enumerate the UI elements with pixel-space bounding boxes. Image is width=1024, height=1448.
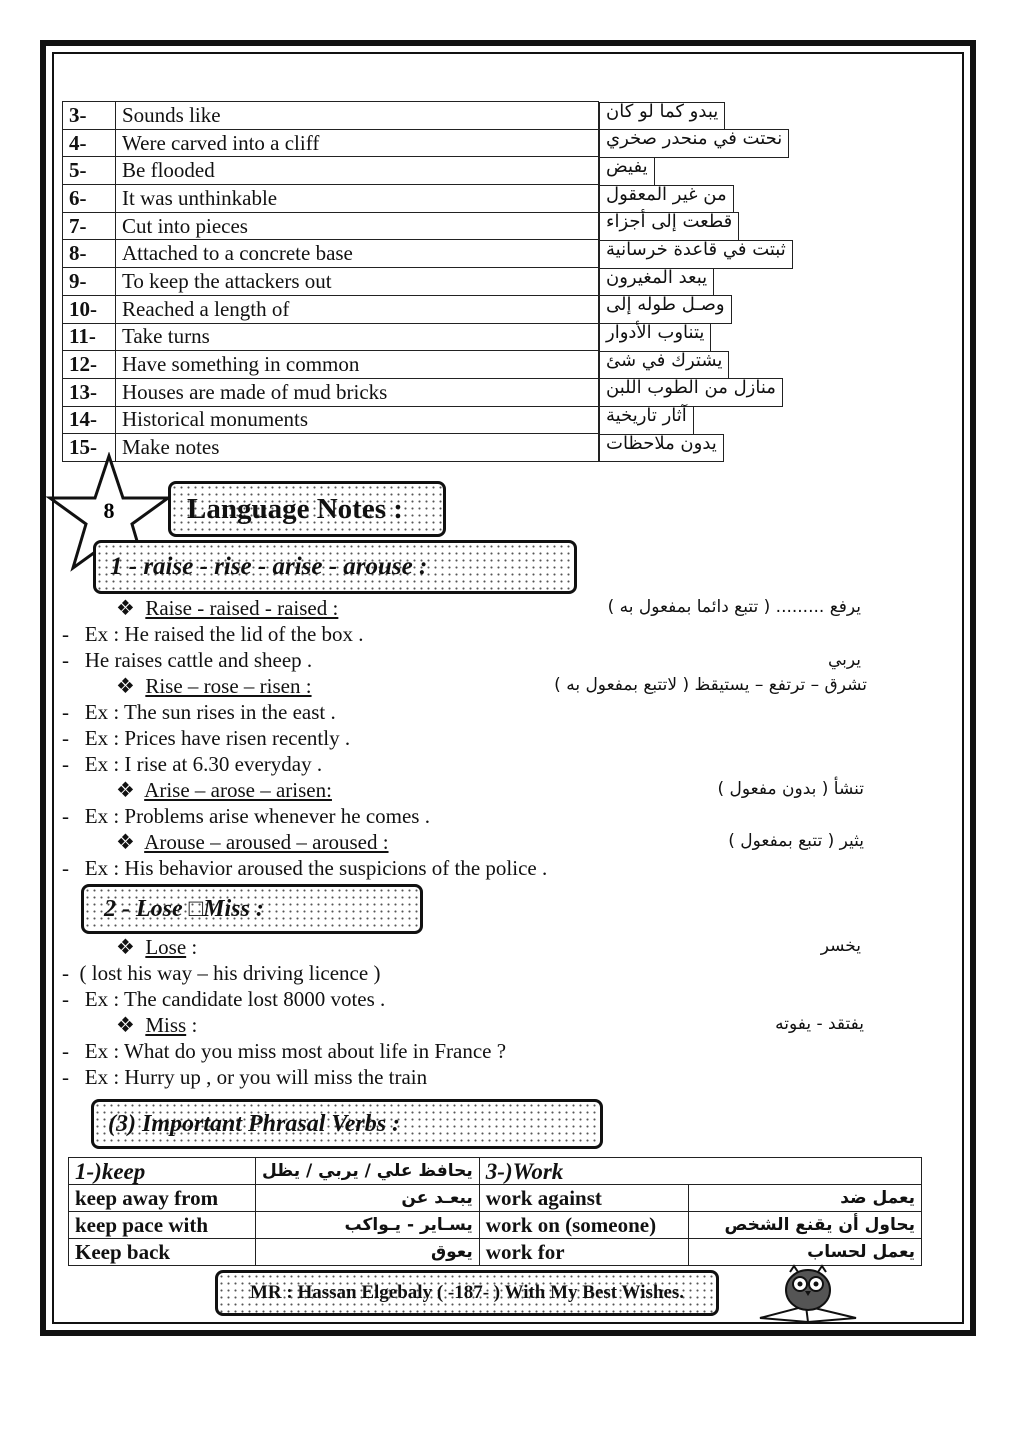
keep-phrase: keep pace with <box>69 1212 256 1239</box>
language-notes-heading: Language Notes : <box>168 481 446 537</box>
work-phrase-arabic: يعمل لحساب <box>689 1239 922 1266</box>
table-row <box>69 1185 922 1212</box>
star-number: 8 <box>103 498 115 523</box>
table-row <box>63 240 922 268</box>
table-row <box>63 378 922 406</box>
vocab-english: Houses are made of mud bricks <box>116 378 599 406</box>
vocab-number: 6- <box>63 185 116 213</box>
table-row <box>63 185 922 213</box>
arouse-heading: ❖ Arouse – aroused – aroused : <box>116 830 389 854</box>
keep-header-arabic: يحافظ علي / يربي / يظل <box>256 1158 480 1185</box>
raise-arabic-2: يربي <box>827 650 861 670</box>
vocab-arabic: ثبتت في قاعدة خرسانية <box>599 240 793 269</box>
vocab-english: Have something in common <box>116 351 599 379</box>
vocab-arabic: نحتت في منحدر صخري <box>599 129 789 158</box>
vocab-english: Take turns <box>116 323 599 351</box>
lose-heading: ❖ Lose : <box>116 935 198 959</box>
rise-example-1: - Ex : The sun rises in the east . <box>62 700 336 724</box>
raise-heading: ❖ Raise - raised - raised : <box>116 596 339 620</box>
arouse-arabic: يثير ( تتبع بمفعول ) <box>728 831 864 851</box>
work-phrase-arabic: يحاول أن يقنع الشخص <box>689 1212 922 1239</box>
vocab-number: 4- <box>63 129 116 157</box>
table-row <box>63 157 922 185</box>
keep-phrase-arabic: يبعـد عن <box>256 1185 480 1212</box>
vocab-number: 13- <box>63 378 116 406</box>
keep-phrase: Keep back <box>69 1239 256 1266</box>
rise-example-2: - Ex : Prices have risen recently . <box>62 726 351 750</box>
raise-example-1: - Ex : He raised the lid of the box . <box>62 622 364 646</box>
table-row <box>63 406 922 434</box>
vocab-english: To keep the attackers out <box>116 268 599 296</box>
section-2-heading: 2 - Lose □Miss : <box>81 884 423 934</box>
vocab-number: 3- <box>63 102 116 130</box>
section-3-heading: (3) Important Phrasal Verbs : <box>91 1099 603 1149</box>
table-row <box>63 351 922 379</box>
vocab-english: Make notes <box>116 434 599 462</box>
work-phrase: work for <box>479 1239 689 1266</box>
vocab-english: Historical monuments <box>116 406 599 434</box>
table-row <box>63 212 922 240</box>
work-header: 3-)Work <box>479 1158 921 1185</box>
table-row <box>63 295 922 323</box>
table-row <box>63 434 922 462</box>
vocab-english: Cut into pieces <box>116 212 599 240</box>
vocab-number: 10- <box>63 295 116 323</box>
phrasal-verbs-table <box>68 1157 922 1266</box>
vocab-arabic: يدون ملاحظات <box>599 434 724 463</box>
vocab-number: 15- <box>63 434 116 462</box>
arise-heading: ❖ Arise – arose – arisen: <box>116 778 332 802</box>
vocab-number: 7- <box>63 212 116 240</box>
miss-example-1: - Ex : What do you miss most about life in France ? <box>62 1039 507 1063</box>
vocab-number: 5- <box>63 157 116 185</box>
raise-arabic: يرفع ......... ( تتبع دائما بمفعول به ) <box>607 597 861 617</box>
raise-example-2: - He raises cattle and sheep . <box>62 648 313 672</box>
footer-banner: MR : Hassan Elgebaly ( -187- ) With My Best Wishes. <box>215 1270 719 1316</box>
miss-arabic: يفتقد - يفوته <box>775 1014 864 1034</box>
vocab-english: Be flooded <box>116 157 599 185</box>
work-phrase: work on (someone) <box>479 1212 689 1239</box>
table-row <box>69 1158 922 1185</box>
vocab-arabic: وصـل طوله إلى <box>599 295 732 324</box>
table-row <box>69 1212 922 1239</box>
vocabulary-table <box>62 101 922 462</box>
vocab-arabic: من غير المعقول <box>599 185 734 214</box>
rise-example-3: - Ex : I rise at 6.30 everyday . <box>62 752 323 776</box>
keep-phrase: keep away from <box>69 1185 256 1212</box>
vocab-number: 8- <box>63 240 116 268</box>
work-phrase-arabic: يعمل ضد <box>689 1185 922 1212</box>
keep-phrase-arabic: يسـاير - يـواكب <box>256 1212 480 1239</box>
arouse-example-1: - Ex : His behavior aroused the suspicions of the police . <box>62 856 548 880</box>
rise-heading: ❖ Rise – rose – risen : <box>116 674 312 698</box>
vocab-arabic: يشترك في شئ <box>599 351 729 380</box>
vocab-english: Sounds like <box>116 102 599 130</box>
miss-heading: ❖ Miss : <box>116 1013 198 1037</box>
keep-phrase-arabic: يعوق <box>256 1239 480 1266</box>
vocab-arabic: قطعت إلى أجزاء <box>599 212 739 241</box>
vocab-english: Were carved into a cliff <box>116 129 599 157</box>
vocab-number: 14- <box>63 406 116 434</box>
work-phrase: work against <box>479 1185 689 1212</box>
vocab-english: It was unthinkable <box>116 185 599 213</box>
vocab-number: 12- <box>63 351 116 379</box>
section-1-heading: 1 - raise - rise - arise - arouse : <box>93 540 577 594</box>
keep-header: 1-)keep <box>69 1158 256 1185</box>
owl-reading-icon <box>756 1262 862 1324</box>
table-row <box>63 268 922 296</box>
vocab-arabic: يتناوب الأدوار <box>599 323 711 352</box>
table-row <box>63 129 922 157</box>
lose-example-1: - ( lost his way – his driving licence ) <box>62 961 381 985</box>
vocab-number: 11- <box>63 323 116 351</box>
vocab-arabic: يبدو كما لو كان <box>599 102 725 131</box>
lose-arabic: يخسر <box>820 936 861 956</box>
vocab-arabic: منازل من الطوب اللبن <box>599 378 783 407</box>
lose-example-2: - Ex : The candidate lost 8000 votes . <box>62 987 386 1011</box>
vocab-number: 9- <box>63 268 116 296</box>
vocab-english: Reached a length of <box>116 295 599 323</box>
vocab-arabic: يبعد المغيرون <box>599 268 714 297</box>
vocab-arabic: آثار تاريخية <box>599 406 694 435</box>
arise-arabic: تنشأ ( بدون مفعول ) <box>717 779 864 799</box>
vocab-arabic: يفيض <box>599 157 655 186</box>
table-row <box>63 102 922 130</box>
arise-example-1: - Ex : Problems arise whenever he comes . <box>62 804 430 828</box>
vocab-english: Attached to a concrete base <box>116 240 599 268</box>
table-row <box>63 323 922 351</box>
rise-arabic: تشرق – ترتفع – يستيقظ ( لاتتبع بمفعول به ) <box>554 675 867 695</box>
miss-example-2: - Ex : Hurry up , or you will miss the train <box>62 1065 428 1089</box>
